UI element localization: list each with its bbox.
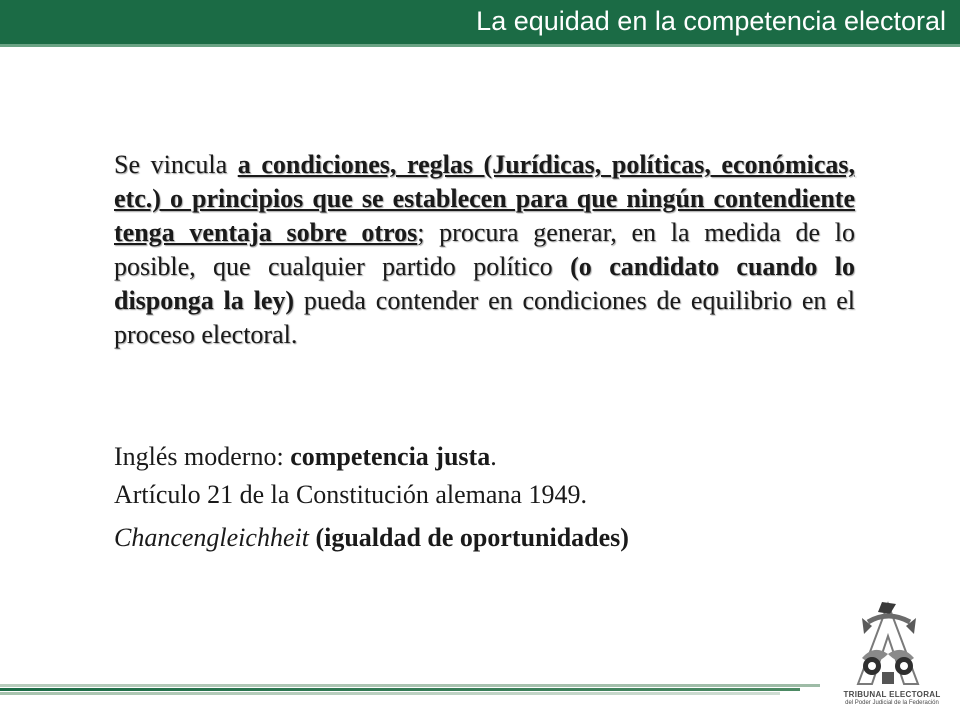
paragraph-emphasis-underlined: a condiciones, reglas (Jurídicas, políticas, económicas, etc.) o principios que se establecen para que ningún contendiente tenga ventaja sobre otros [114, 150, 855, 247]
logo-caption-subtitle: del Poder Judicial de la Federación [845, 700, 939, 706]
footer-line-dark [0, 688, 800, 691]
footer-line-light [0, 684, 820, 687]
english-term-line [114, 442, 497, 472]
constitution-article-line: Artículo 21 de la Constitución alemana 1949. [114, 480, 587, 509]
paragraph-emphasis: (o candidato cuando lo disponga la ley) [114, 252, 856, 315]
tribunal-electoral-emblem-icon [838, 596, 946, 690]
german-term: Chancengleichheit [114, 523, 309, 552]
german-term-translation: (igualdad de oportunidades) [308, 523, 629, 552]
german-term-line [114, 523, 629, 553]
tribunal-logo [838, 596, 946, 716]
footer-decorative-lines [0, 684, 820, 696]
paragraph-end: pueda contender en condiciones de equilibrio en el proceso electoral. [114, 286, 855, 349]
header-bar [0, 0, 960, 44]
header-divider [0, 44, 960, 47]
paragraph-middle: ; procura generar, en la medida de lo posible, que cualquier partido político [114, 218, 855, 281]
footer-line-pale [0, 692, 780, 695]
english-term-value: competencia justa [290, 442, 491, 471]
english-term-label: Inglés moderno: [114, 442, 291, 471]
main-paragraph [114, 148, 855, 352]
paragraph-intro: Se vincula [114, 150, 238, 179]
slide-title: La equidad en la competencia electoral [476, 6, 946, 36]
logo-caption-title: TRIBUNAL ELECTORAL [843, 690, 941, 699]
english-term-period: . [490, 442, 497, 471]
